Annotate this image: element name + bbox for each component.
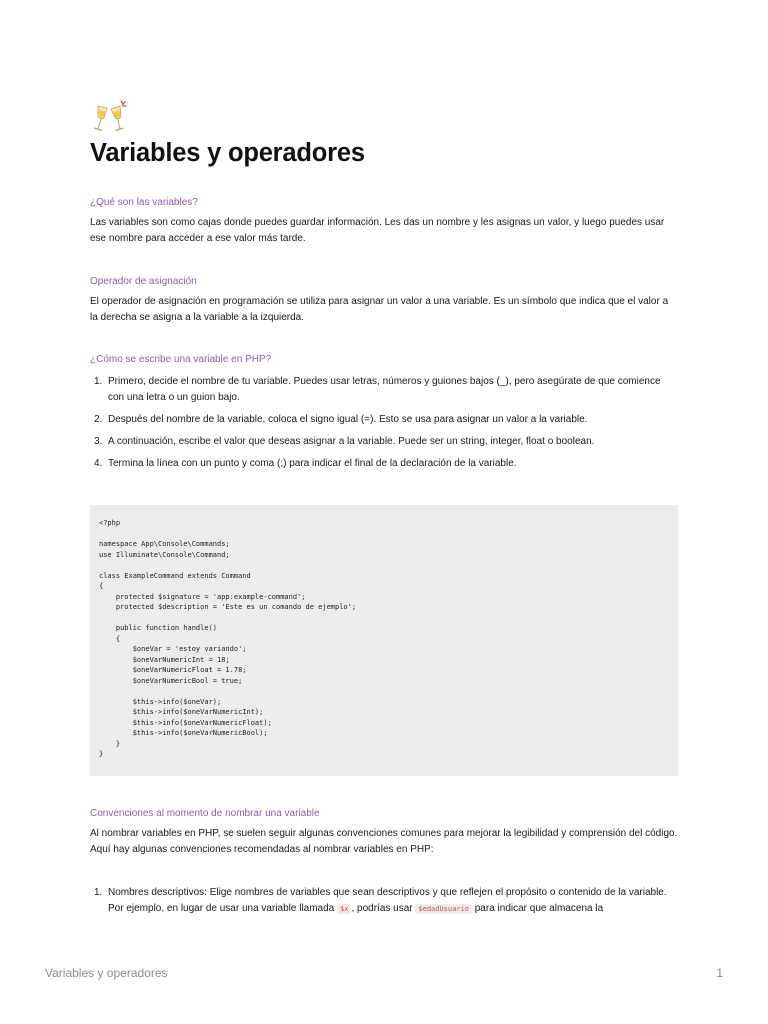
inline-code: $x <box>337 904 351 914</box>
list-number: 1. <box>94 376 103 387</box>
paragraph-naming-conventions: Al nombrar variables en PHP, se suelen seguir algunas convenciones comunes para mejorar la legibilidad y comprensión del código. Aquí hay algunas convenciones recomendadas al nombrar variables en PHP: <box>90 828 678 855</box>
footer-title: Variables y operadores <box>45 966 168 980</box>
list-text: Nombres descriptivos: Elige nombres de variables que sean descriptivos y que reflejen el propósito o contenido de la variable. Por ejemplo, en lugar de usar una variable llamada <box>108 887 667 914</box>
list-item <box>90 456 678 472</box>
heading-assignment-operator: Operador de asignación <box>90 276 197 287</box>
code-block <box>90 505 678 776</box>
paragraph-assignment-operator: El operador de asignación en programación se utiliza para asignar un valor a una variable. Es un símbolo que indica que el valor a la derecha se asigna a la variable a la izquierda. <box>90 296 669 323</box>
page-title: Variables y operadores <box>90 139 365 167</box>
list-number: 2. <box>94 414 103 425</box>
steps-list <box>90 374 678 478</box>
list-text: , podrías usar <box>351 903 416 914</box>
heading-naming-conventions: Convenciones al momento de nombrar una variable <box>90 808 320 819</box>
list-text: Termina la línea con un punto y coma (;) para indicar el final de la declaración de la variable. <box>108 458 517 469</box>
list-text: para indicar que almacena la <box>471 903 604 914</box>
list-number: 3. <box>94 436 103 447</box>
inline-code: $edadUsuario <box>415 904 472 914</box>
paragraph-what-are-variables: Las variables son como cajas donde puedes guardar información. Les das un nombre y les asignas un valor, y luego puedes usar ese nombre para acceder a ese valor más tarde. <box>90 217 665 244</box>
heading-how-to-write-variable: ¿Cómo se escribe una variable en PHP? <box>90 354 272 365</box>
list-number: 4. <box>94 458 103 469</box>
page-number: 1 <box>716 966 723 980</box>
list-item <box>90 885 678 917</box>
list-item <box>90 434 678 450</box>
list-text: A continuación, escribe el valor que deseas asignar a la variable. Puede ser un string, integer, float o boolean. <box>108 436 595 447</box>
conventions-list <box>90 885 678 923</box>
code-content: <?php namespace App\Console\Commands; use Illuminate\Console\Command; class ExampleCommand extends Command { protected $signature = 'app:example-command'; protected $description = 'Este es un comando de ejemplo'; public function handle() { $oneVar = 'estoy variando'; $oneVarNumericInt = 18; $oneVarNumericFloat = 1.78; $oneVarNumericBool = true; $this->info($oneVar); $this->info($oneVarNumericInt); $this->info($oneVarNumericFloat); $this->info($oneVarNumericBool); } } <box>99 519 357 758</box>
list-number: 1. <box>94 887 103 898</box>
list-text: Primero, decide el nombre de tu variable. Puedes usar letras, números y guiones bajos (_), pero asegúrate de que comience con una letra o un guion bajo. <box>108 376 661 403</box>
list-item <box>90 412 678 428</box>
list-item <box>90 374 678 406</box>
clinking-champagne-glasses-icon <box>90 98 130 138</box>
list-text: Después del nombre de la variable, coloca el signo igual (=). Esto se usa para asignar un valor a la variable. <box>108 414 588 425</box>
heading-what-are-variables: ¿Qué son las variables? <box>90 197 198 208</box>
